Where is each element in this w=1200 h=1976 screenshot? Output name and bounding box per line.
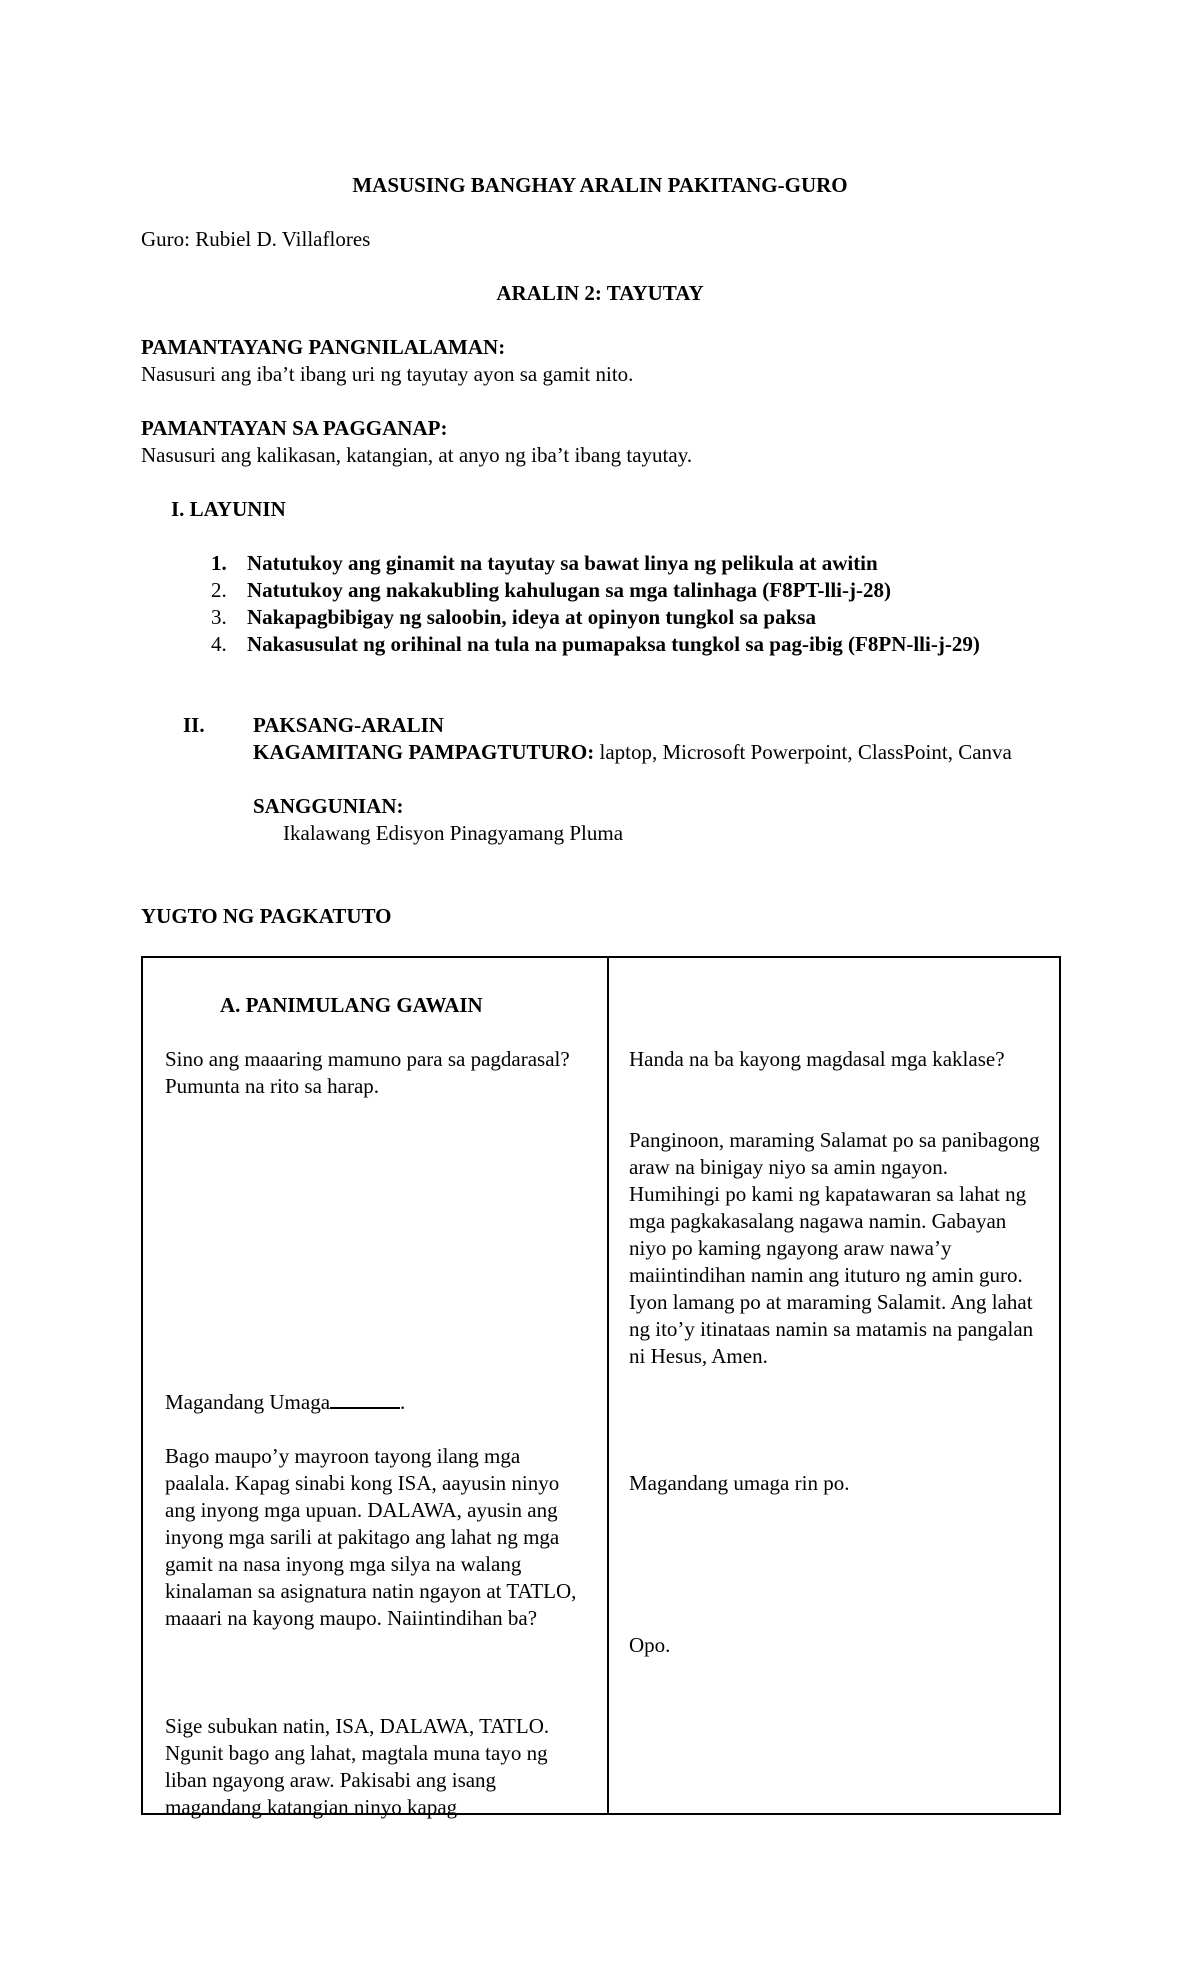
objective-text: Nakasusulat ng orihinal na tula na pumapaksa tungkol sa pag-ibig (F8PN-lli-j-29) xyxy=(247,632,980,656)
subject-matter-block xyxy=(253,712,1063,847)
objective-text: Nakapagbibigay ng saloobin, ideya at opinyon tungkol sa paksa xyxy=(247,605,816,629)
column-divider xyxy=(607,958,609,1813)
name-blank xyxy=(330,1389,400,1409)
student-prayer: Panginoon, maraming Salamat po sa panibagong araw na binigay niyo sa amin ngayon. Humihingi po kami ng kapatawaran sa lahat ng mga pagkakasalang nagawa namin. Gabayan niyo po kaming ngayong araw nawa’y maiintindihan namin ang ituturo ng amin guro. Iyon lamang po at maraming Salamit. Ang lahat ng ito’y itinataas namin sa matamis na pangalan ni Hesus, Amen. xyxy=(629,1128,1040,1368)
learning-stages-heading: YUGTO NG PAGKATUTO xyxy=(141,904,392,928)
materials-line xyxy=(253,739,1063,766)
student-answer: Opo. xyxy=(629,1633,671,1657)
content-standard-heading: PAMANTAYANG PANGNILALAMAN: xyxy=(141,335,506,359)
performance-standard-text: Nasusuri ang kalikasan, katangian, at anyo ng iba’t ibang tayutay. xyxy=(141,443,693,467)
performance-standard-heading: PAMANTAYAN SA PAGGANAP: xyxy=(141,416,448,440)
materials-value: laptop, Microsoft Powerpoint, ClassPoint, Canva xyxy=(599,740,1012,764)
greeting-text: Magandang Umaga xyxy=(165,1390,331,1414)
materials-label: KAGAMITANG PAMPAGTUTURO: xyxy=(253,740,595,764)
objective-item xyxy=(211,550,1051,577)
student-ready-question: Handa na ba kayong magdasal mga kaklase? xyxy=(629,1047,1005,1071)
part-a-heading: A. PANIMULANG GAWAIN xyxy=(220,993,483,1017)
objective-number: 1. xyxy=(211,551,227,575)
lesson-procedure-table xyxy=(141,956,1061,1819)
teacher-greeting xyxy=(165,1389,585,1416)
subject-matter-heading: PAKSANG-ARALIN xyxy=(253,713,444,737)
student-greeting-reply: Magandang umaga rin po. xyxy=(629,1471,850,1495)
greeting-end: . xyxy=(400,1390,406,1414)
teacher-count-instruction: Sige subukan natin, ISA, DALAWA, TATLO. Ngunit bago ang lahat, magtala muna tayo ng liban ngayong araw. Pakisabi ang isang magandang katangian ninyo kapag xyxy=(165,1714,550,1819)
teacher-reminders: Bago maupo’y mayroon tayong ilang mga paalala. Kapag sinabi kong ISA, aayusin ninyo ang inyong mga upuan. DALAWA, ayusin ang inyong mga sarili at pakitago ang lahat ng mga gamit na nasa inyong mga silya na walang kinalaman sa asignatura natin ngayon at TATLO, maaari na kayong maupo. Naiintindihan ba? xyxy=(165,1444,577,1630)
objective-number: 4. xyxy=(211,632,227,656)
objective-text: Natutukoy ang ginamit na tayutay sa bawat linya ng pelikula at awitin xyxy=(247,551,878,575)
document-title: MASUSING BANGHAY ARALIN PAKITANG-GURO xyxy=(352,173,848,197)
references-label: SANGGUNIAN: xyxy=(253,794,404,818)
objective-item xyxy=(211,604,1051,631)
objectives-list xyxy=(211,550,1051,658)
objective-number: 3. xyxy=(211,605,227,629)
objectives-heading: I. LAYUNIN xyxy=(171,497,286,521)
objective-number: 2. xyxy=(211,578,227,602)
lesson-title: ARALIN 2: TAYUTAY xyxy=(496,281,704,305)
teacher-name: Guro: Rubiel D. Villaflores xyxy=(141,227,371,251)
objective-item xyxy=(211,631,1051,658)
objective-text: Natutukoy ang nakakubling kahulugan sa mga talinhaga (F8PT-lli-j-28) xyxy=(247,578,891,602)
teacher-prayer-call: Sino ang maaaring mamuno para sa pagdarasal? Pumunta na rito sa harap. xyxy=(165,1047,570,1098)
objective-item xyxy=(211,577,1051,604)
content-standard-text: Nasusuri ang iba’t ibang uri ng tayutay ayon sa gamit nito. xyxy=(141,362,634,386)
spacer xyxy=(253,766,1063,793)
references-value: Ikalawang Edisyon Pinagyamang Pluma xyxy=(283,821,624,845)
subject-matter-number: II. xyxy=(183,713,205,737)
